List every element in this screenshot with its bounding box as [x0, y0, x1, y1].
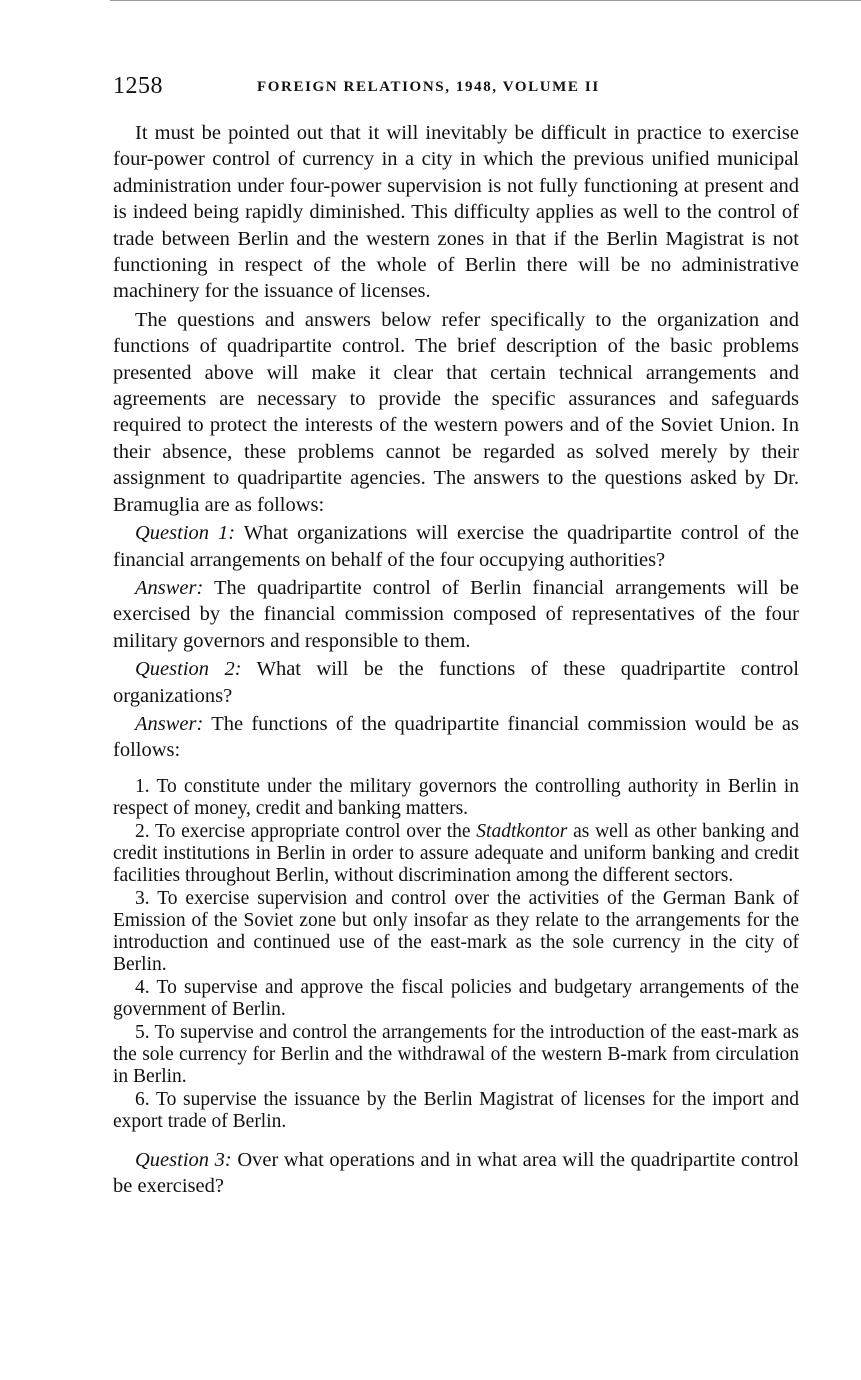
answer-1-label: Answer: [135, 576, 204, 599]
question-1 [113, 520, 799, 573]
question-2-label: Question 2: [135, 658, 242, 681]
function-item-2 [113, 821, 799, 887]
function-item-4: 4. To supervise and approve the fiscal policies and budgetary arrangements of the government of Berlin. [113, 976, 799, 1020]
functions-list [113, 776, 799, 1133]
answer-1-text: The quadripartite control of Berlin financial arrangements will be exercised by the financial commission composed of representatives of the four military governors and responsible to them. [113, 576, 799, 652]
running-title: FOREIGN RELATIONS, 1948, VOLUME II [257, 79, 600, 95]
running-head [113, 73, 803, 103]
question-1-label: Question 1: [135, 522, 236, 545]
function-item-1: 1. To constitute under the military governors the controlling authority in Berlin in respect of money, credit and banking matters. [113, 775, 799, 819]
question-3-text: Over what operations and in what area will the quadripartite control be exercised? [113, 1148, 799, 1198]
function-item-5: 5. To supervise and control the arrangements for the introduction of the east-mark as the sole currency for Berlin and the withdrawal of the western B-mark from circulation in Berlin. [113, 1021, 799, 1087]
answer-2 [113, 711, 799, 764]
answer-1 [113, 575, 799, 654]
question-1-text: What organizations will exercise the quadripartite control of the financial arrangements on behalf of the four occupying authorities? [113, 522, 800, 571]
answer-2-label: Answer: [135, 712, 204, 735]
paragraph-intro: It must be pointed out that it will inevitably be difficult in practice to exercise four-power control of currency in a city in which the previous unified municipal administration under four-power supervision is not fully functioning at present and is indeed being rapidly diminished. This difficulty applies as well to the control of trade between Berlin and the western zones in that if the Berlin Magistrat is not functioning in respect of the whole of Berlin there will be no administrative machinery for the issuance of licenses. [113, 122, 799, 303]
function-item-3: 3. To exercise supervision and control over the activities of the German Bank of Emission of the Soviet zone but only insofar as they relate to the arrangements for the introduction and continued use of the east-mark as the sole currency in the city of Berlin. [113, 887, 799, 975]
answer-2-text: The functions of the quadripartite financial commission would be as follows: [113, 712, 799, 762]
question-2-text: What will be the functions of these quadripartite control organizations? [113, 658, 799, 707]
body-text [113, 120, 799, 1200]
question-2 [113, 656, 799, 709]
function-item-6: 6. To supervise the issuance by the Berlin Magistrat of licenses for the import and export trade of Berlin. [113, 1088, 799, 1132]
function-item-2-rest: as well as other banking and credit institutions in Berlin in order to assure adequate and uniform banking and credit facilities throughout Berlin, without discrimination among the different sectors. [113, 820, 799, 886]
question-3-label: Question 3: [135, 1148, 232, 1171]
question-3 [113, 1147, 799, 1200]
page-number: 1258 [113, 73, 163, 99]
function-item-2-term: Stadtkontor [476, 820, 568, 842]
paragraph-questions-preface: The questions and answers below refer specifically to the organization and functions of quadripartite control. The brief description of the basic problems presented above will make it clear that certain technical arrangements and agreements are necessary to provide the specific assurances and safeguards required to protect the interests of the western powers and of the Soviet Union. In their absence, these problems cannot be regarded as solved merely by their assignment to quadripartite agencies. The answers to the questions asked by Dr. Bramuglia are as follows: [113, 308, 799, 516]
top-rule [110, 0, 861, 1]
function-item-2-lead: 2. To exercise appropriate control over the [135, 820, 477, 842]
